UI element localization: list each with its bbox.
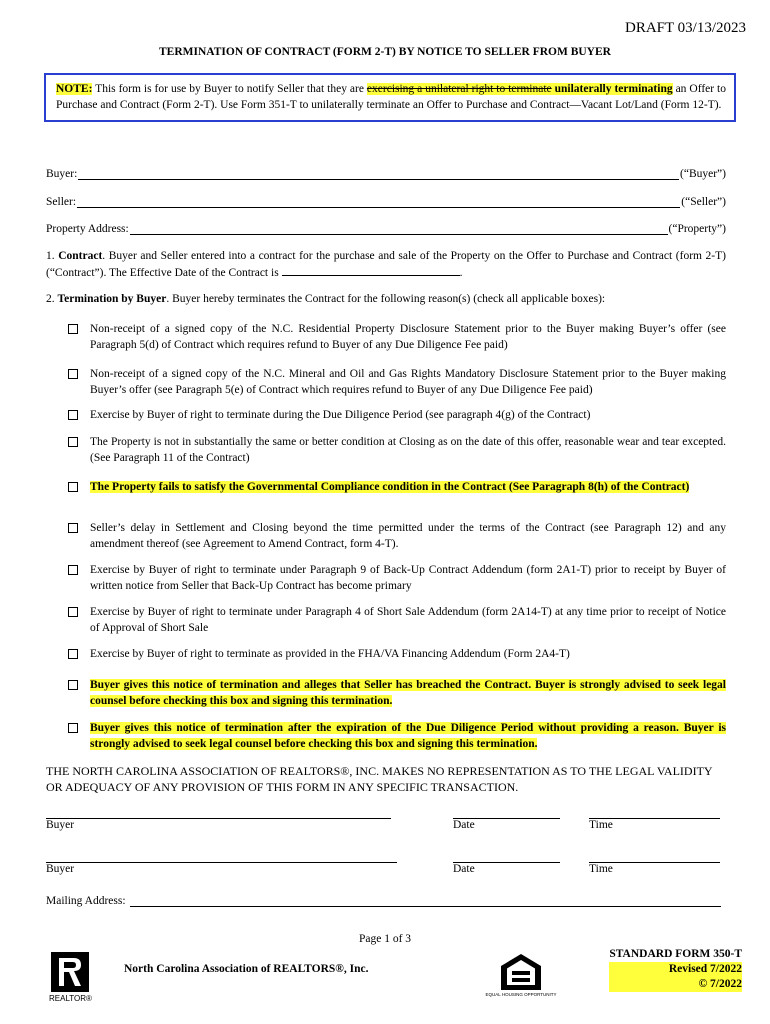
property-field-suffix: (“Property”)	[668, 223, 726, 235]
checkbox[interactable]	[68, 410, 78, 420]
buyer-signature-line-2[interactable]	[46, 861, 397, 863]
reason-6	[68, 520, 726, 552]
reason-text: Exercise by Buyer of right to terminate under Paragraph 9 of Back-Up Contract Addendum (form 2A1-T) prior to receipt by Buyer of written notice from Seller that Back-Up Contract has become primary	[90, 564, 726, 592]
reason-3	[68, 407, 726, 423]
checkbox[interactable]	[68, 649, 78, 659]
property-field-label: Property Address:	[46, 223, 129, 235]
form-title: TERMINATION OF CONTRACT (FORM 2-T) BY NOTICE TO SELLER FROM BUYER	[159, 46, 611, 58]
buyer-signature-line-1[interactable]	[46, 817, 391, 819]
form-number: STANDARD FORM 350-T	[609, 948, 742, 960]
equal-housing-logo	[485, 950, 557, 1002]
copyright: © 7/2022	[609, 977, 742, 992]
property-address-field[interactable]	[46, 222, 726, 235]
seller-field-label: Seller:	[46, 196, 77, 208]
form-info	[609, 947, 742, 992]
reason-text: Exercise by Buyer of right to terminate during the Due Diligence Period (see paragraph 4(g) of the Contract)	[90, 409, 591, 421]
page-number: Page 1 of 3	[358, 933, 412, 945]
reason-text: Buyer gives this notice of termination after the expiration of the Due Diligence Period without providing a reason. Buyer is strongly advised to seek legal counsel before checking this box and signing this termination.	[90, 722, 726, 750]
date-label-2: Date	[453, 863, 475, 875]
seller-field[interactable]	[46, 195, 726, 208]
time-label-2: Time	[589, 863, 613, 875]
reason-text: Non-receipt of a signed copy of the N.C. Residential Property Disclosure Statement prior to the Buyer making Buyer’s offer (see Paragraph 5(d) of Contract which requires refund to Buyer of any Due Diligence Fee paid)	[90, 323, 726, 351]
time-label-1: Time	[589, 819, 613, 831]
reason-text: Buyer gives this notice of termination and alleges that Seller has breached the Contract. Buyer is strongly advised to seek legal counsel before checking this box and signing this termination.	[90, 679, 726, 707]
reason-1	[68, 321, 726, 353]
effective-date-blank[interactable]	[282, 264, 460, 276]
checkbox[interactable]	[68, 437, 78, 447]
realtor-logo-icon	[48, 950, 98, 1004]
checkbox[interactable]	[68, 723, 78, 733]
reason-9	[68, 646, 726, 662]
draft-date: DRAFT 03/13/2023	[625, 20, 746, 36]
reason-2	[68, 366, 726, 398]
reason-text: Non-receipt of a signed copy of the N.C. Mineral and Oil and Gas Rights Mandatory Disclosure Statement prior to the Buyer making Buyer’s offer (see Paragraph 5(e) of Contract which requires refund to Buyer of any Due Diligence Fee paid)	[90, 368, 726, 396]
reason-text: Seller’s delay in Settlement and Closing beyond the time permitted under the terms of the Contract (see Paragraph 12) and any amendment thereof (see Agreement to Amend Contract, form 4-T).	[90, 522, 726, 550]
mailing-address-field[interactable]	[46, 894, 722, 907]
reason-10	[68, 677, 726, 709]
note-struck-text: exercising a unilateral right to terminate	[366, 83, 552, 95]
mailing-address-line[interactable]	[130, 894, 721, 907]
reason-text: The Property fails to satisfy the Governmental Compliance condition in the Contract (See Paragraph 8(h) of the Contract)	[90, 481, 690, 493]
section-contract	[46, 248, 726, 281]
checkbox[interactable]	[68, 324, 78, 334]
note-highlighted-text: unilaterally terminating	[551, 83, 673, 95]
note-text-pre: This form is for use by Buyer to notify Seller that they are	[92, 83, 367, 95]
buyer-signature-label-2: Buyer	[46, 863, 75, 875]
section-2-number: 2.	[46, 293, 58, 305]
revised-date: Revised 7/2022	[609, 962, 742, 977]
section-1-number: 1.	[46, 250, 59, 262]
buyer-field-suffix: (“Buyer”)	[680, 168, 726, 180]
note-text-post: an Offer to Purchase and Contract (Form 2-T). Use Form 351-T to unilaterally terminate an Offer to Purchase and Contract—Vacant Lot/Land (Form 12-T).	[56, 83, 726, 111]
buyer-field-line[interactable]	[78, 167, 679, 180]
section-2-text: . Buyer hereby terminates the Contract for the following reason(s) (check all applicable boxes):	[166, 293, 606, 305]
checkbox[interactable]	[68, 607, 78, 617]
buyer-signature-label-1: Buyer	[46, 819, 75, 831]
seller-field-line[interactable]	[77, 195, 680, 208]
reason-5	[68, 479, 726, 495]
reason-text: Exercise by Buyer of right to terminate under Paragraph 4 of Short Sale Addendum (form 2A14-T) at any time prior to receipt of Notice of Approval of Short Sale	[90, 606, 726, 634]
section-1-period: .	[459, 267, 463, 279]
reason-8	[68, 604, 726, 636]
org-name: North Carolina Association of REALTORS®, Inc.	[124, 963, 369, 975]
section-1-text: . Buyer and Seller entered into a contract for the purchase and sale of the Property on the Offer to Purchase and Contract (form 2-T) (“Contract”). The Effective Date of the Contract is	[46, 250, 726, 279]
mailing-address-label: Mailing Address:	[46, 895, 126, 907]
realtor-logo	[48, 950, 98, 1004]
buyer-field-label: Buyer:	[46, 168, 78, 180]
legal-disclaimer: THE NORTH CAROLINA ASSOCIATION OF REALTORS®, INC. MAKES NO REPRESENTATION AS TO THE LEGAL VALIDITY OR ADEQUACY OF ANY PROVISION OF THIS FORM IN ANY SPECIFIC TRANSACTION.	[46, 764, 713, 794]
reason-4	[68, 434, 726, 466]
checkbox[interactable]	[68, 523, 78, 533]
property-field-line[interactable]	[130, 222, 668, 235]
section-1-heading: Contract	[58, 250, 103, 262]
reason-11	[68, 720, 726, 752]
realtor-logo-text: REALTOR®	[49, 994, 92, 1003]
section-termination	[46, 291, 726, 307]
note-label: NOTE:	[56, 83, 93, 95]
checkbox[interactable]	[68, 369, 78, 379]
eho-text: EQUAL HOUSING OPPORTUNITY	[485, 992, 557, 997]
equal-housing-icon	[485, 950, 557, 1002]
checkbox[interactable]	[68, 680, 78, 690]
reason-text: Exercise by Buyer of right to terminate as provided in the FHA/VA Financing Addendum (Form 2A4-T)	[90, 648, 570, 660]
note-box	[44, 73, 736, 122]
section-2-heading: Termination by Buyer	[57, 293, 167, 305]
checkbox[interactable]	[68, 482, 78, 492]
reason-7	[68, 562, 726, 594]
buyer-field[interactable]	[46, 167, 726, 180]
seller-field-suffix: (“Seller”)	[681, 196, 726, 208]
date-label-1: Date	[453, 819, 475, 831]
reason-text: The Property is not in substantially the same or better condition at Closing as on the date of this offer, reasonable wear and tear excepted. (See Paragraph 11 of the Contract)	[90, 436, 726, 464]
checkbox[interactable]	[68, 565, 78, 575]
